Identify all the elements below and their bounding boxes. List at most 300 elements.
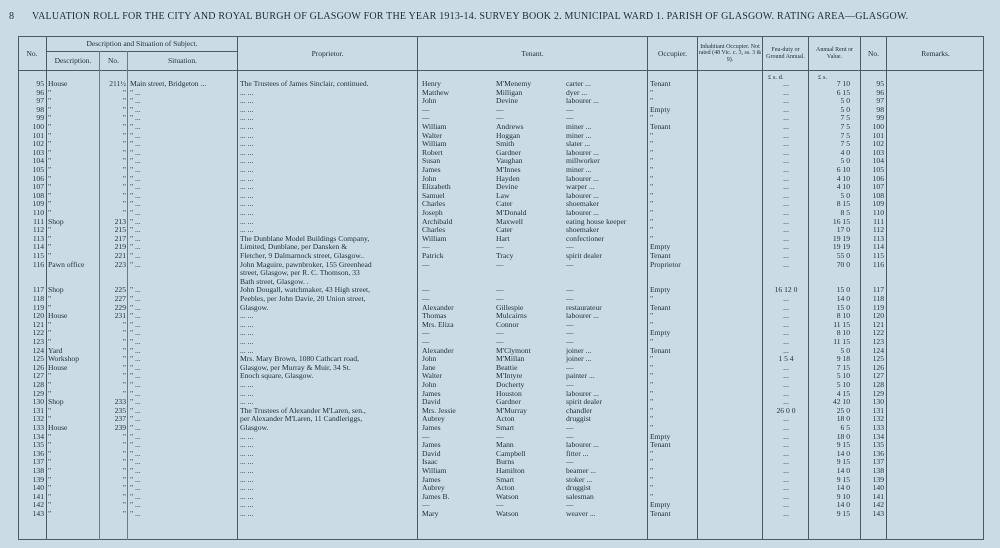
- street-number-cell: 233: [114, 398, 126, 407]
- annual-rent-cell: 15 0: [836, 286, 850, 295]
- feu-duty-cell: ...: [783, 226, 789, 235]
- situation-cell: " ...: [130, 424, 141, 432]
- tenant-occupation: —: [566, 432, 574, 441]
- description-cell: ": [48, 501, 52, 510]
- street-number-cell: ": [122, 157, 126, 166]
- row-number: 125: [32, 355, 44, 364]
- tenant-surname: Connor: [496, 320, 519, 329]
- annual-rent-cell: 8 10: [836, 312, 850, 321]
- annual-rent-cell: 55 0: [836, 252, 850, 260]
- tenant-occupation: spirit dealer: [566, 398, 603, 407]
- occupier-cell: ": [650, 424, 654, 432]
- occupier-cell: ": [650, 320, 654, 329]
- tenant-first-name: Joseph: [422, 209, 443, 217]
- annual-rent-cell: 4 10: [836, 174, 850, 183]
- rent-units: £ s.: [818, 74, 828, 81]
- occupier-cell: ": [650, 217, 654, 226]
- annual-rent-cell: 11 15: [833, 320, 850, 329]
- row-number-right: 106: [872, 174, 884, 183]
- tenant-surname: Devine: [496, 183, 518, 192]
- row-number-right: 110: [872, 209, 884, 217]
- annual-rent-cell: 5 0: [840, 191, 850, 200]
- table-row: [18, 175, 984, 184]
- row-number-right: 143: [872, 510, 884, 518]
- row-number-right: 96: [876, 88, 884, 97]
- tenant-surname: Burns: [496, 458, 515, 467]
- description-cell: ": [48, 372, 52, 381]
- annual-rent-cell: 16 15: [832, 217, 850, 226]
- table-row: [18, 261, 984, 270]
- annual-rent-cell: 11 15: [833, 338, 850, 346]
- proprietor-cell: ... ...: [240, 432, 254, 441]
- row-number: 115: [32, 252, 44, 260]
- row-number-right: 116: [872, 260, 884, 269]
- annual-rent-cell: 9 15: [836, 458, 850, 467]
- row-number: 111: [33, 217, 44, 226]
- street-number-cell: ": [122, 114, 126, 123]
- table-row: [18, 458, 984, 467]
- tenant-surname: Gardner: [496, 398, 521, 407]
- occupier-cell: Tenant: [650, 303, 671, 312]
- row-number: 102: [32, 140, 44, 149]
- annual-rent-cell: 70 0: [836, 260, 850, 269]
- row-number: 138: [32, 467, 44, 475]
- annual-rent-cell: 9 10: [836, 492, 850, 501]
- tenant-surname: Maxwell: [496, 217, 523, 226]
- occupier-cell: ": [650, 174, 654, 183]
- feu-duty-cell: ...: [783, 174, 789, 183]
- tenant-occupation: —: [566, 329, 574, 338]
- tenant-occupation: salesman: [566, 492, 594, 501]
- proprietor-cell: Enoch square, Glasgow.: [240, 372, 314, 381]
- tenant-occupation: —: [566, 501, 574, 510]
- occupier-cell: ": [650, 209, 654, 217]
- situation-cell: " ...: [130, 432, 141, 441]
- row-number-right: 129: [872, 389, 884, 398]
- situation-cell: " ...: [130, 114, 141, 123]
- table-row: [18, 467, 984, 476]
- occupier-cell: Tenant: [650, 346, 671, 355]
- tenant-surname: Hayden: [496, 174, 520, 183]
- occupier-cell: ": [650, 355, 654, 364]
- tenant-surname: Watson: [496, 510, 519, 518]
- tenant-first-name: Charles: [422, 200, 446, 209]
- proprietor-cell: Bath street, Glasgow. .: [240, 277, 309, 286]
- proprietor-cell: ... ...: [240, 157, 254, 166]
- situation-cell: " ...: [130, 475, 141, 484]
- street-number-cell: ": [122, 88, 126, 97]
- street-number-cell: ": [122, 166, 126, 174]
- tenant-first-name: —: [422, 286, 430, 295]
- occupier-cell: Proprietor: [650, 260, 681, 269]
- occupier-cell: ": [650, 449, 654, 458]
- feu-duty-cell: ...: [783, 97, 789, 106]
- proprietor-cell: ... ...: [240, 510, 254, 518]
- annual-rent-cell: 9 15: [836, 475, 850, 484]
- annual-rent-cell: 8 15: [836, 200, 850, 209]
- proprietor-cell: ... ...: [240, 174, 254, 183]
- table-row: [18, 269, 984, 278]
- table-row: [18, 278, 984, 287]
- table-row: [18, 355, 984, 364]
- occupier-cell: ": [650, 191, 654, 200]
- feu-duty-cell: ...: [783, 157, 789, 166]
- row-number: 135: [32, 441, 44, 450]
- row-number: 127: [32, 372, 44, 381]
- header-inhabitant: Inhabitant Occupier. Not rated (48 Vic. c. 3, ss. 3 & 9).: [698, 43, 762, 63]
- street-number-cell: ": [122, 475, 126, 484]
- feu-duty-cell: ...: [783, 148, 789, 157]
- tenant-occupation: slater ...: [566, 140, 591, 149]
- tenant-first-name: William: [422, 467, 447, 475]
- row-number-right: 131: [872, 406, 884, 415]
- tenant-occupation: —: [566, 114, 574, 123]
- tenant-surname: —: [496, 338, 504, 346]
- row-number-right: 101: [872, 131, 884, 140]
- feu-duty-cell: ...: [783, 303, 789, 312]
- tenant-occupation: —: [566, 381, 574, 389]
- occupier-cell: Empty: [650, 432, 671, 441]
- description-cell: ": [48, 105, 52, 114]
- table-row: [18, 476, 984, 485]
- feu-duty-cell: ...: [783, 372, 789, 381]
- tenant-first-name: —: [422, 501, 430, 510]
- row-number-right: 136: [872, 449, 884, 458]
- tenant-surname: —: [496, 329, 504, 338]
- annual-rent-cell: 8 5: [840, 209, 850, 217]
- row-number: 132: [32, 415, 44, 424]
- tenant-occupation: weaver ...: [566, 510, 596, 518]
- row-number-right: 98: [876, 105, 884, 114]
- street-number-cell: ": [122, 441, 126, 450]
- annual-rent-cell: 5 0: [840, 157, 850, 166]
- tenant-surname: Hamilton: [496, 467, 525, 475]
- occupier-cell: Empty: [650, 243, 671, 252]
- tenant-surname: —: [496, 295, 504, 303]
- street-number-cell: ": [122, 449, 126, 458]
- annual-rent-cell: 5 10: [836, 381, 850, 389]
- tenant-surname: M'Menemy: [496, 80, 532, 88]
- row-number: 116: [32, 260, 44, 269]
- row-number-right: 102: [872, 140, 884, 149]
- table-row: [18, 243, 984, 252]
- tenant-surname: Mann: [496, 441, 514, 450]
- street-number-cell: ": [122, 105, 126, 114]
- tenant-occupation: labourer ...: [566, 191, 599, 200]
- feu-duty-cell: ...: [783, 475, 789, 484]
- proprietor-cell: The Trustees of James Sinclair, continued.: [240, 80, 369, 88]
- feu-duty-cell: ...: [783, 88, 789, 97]
- description-cell: ": [48, 148, 52, 157]
- row-number-right: 108: [872, 191, 884, 200]
- tenant-first-name: Mary: [422, 510, 439, 518]
- annual-rent-cell: 17 0: [836, 226, 850, 235]
- situation-cell: " ...: [130, 191, 141, 200]
- row-number-right: 126: [872, 363, 884, 372]
- row-number: 109: [32, 200, 44, 209]
- tenant-surname: Vaughan: [496, 157, 523, 166]
- annual-rent-cell: 7 5: [840, 131, 850, 140]
- annual-rent-cell: 5 0: [840, 105, 850, 114]
- proprietor-cell: ... ...: [240, 398, 254, 407]
- tenant-occupation: —: [566, 105, 574, 114]
- annual-rent-cell: 19 19: [832, 234, 850, 243]
- occupier-cell: ": [650, 140, 654, 149]
- feu-duty-cell: ...: [783, 320, 789, 329]
- annual-rent-cell: 9 15: [836, 510, 850, 518]
- street-number-cell: ": [122, 200, 126, 209]
- description-cell: ": [48, 88, 52, 97]
- row-number: 114: [32, 243, 44, 252]
- situation-cell: Main street, Bridgeton ...: [130, 80, 207, 88]
- table-row: [18, 97, 984, 106]
- row-number: 98: [36, 105, 44, 114]
- street-number-cell: ": [122, 329, 126, 338]
- street-number-cell: ": [122, 131, 126, 140]
- row-number-right: 111: [873, 217, 884, 226]
- situation-cell: " ...: [130, 209, 141, 217]
- feu-duty-cell: ...: [783, 441, 789, 450]
- situation-cell: " ...: [130, 295, 141, 303]
- tenant-first-name: —: [422, 260, 430, 269]
- annual-rent-cell: 8 10: [836, 329, 850, 338]
- description-cell: ": [48, 166, 52, 174]
- feu-duty-cell: ...: [783, 363, 789, 372]
- table-row: [18, 338, 984, 347]
- row-number-right: 120: [872, 312, 884, 321]
- page-number: 8: [9, 11, 15, 22]
- proprietor-cell: Mrs. Mary Brown, 1080 Cathcart road,: [240, 355, 359, 364]
- row-number: 123: [32, 338, 44, 346]
- street-number-cell: ": [122, 346, 126, 355]
- tenant-occupation: labourer ...: [566, 441, 599, 450]
- header-desc-group: Description and Situation of Subject.: [86, 39, 198, 48]
- situation-cell: " ...: [130, 338, 141, 346]
- description-cell: ": [48, 484, 52, 493]
- row-number: 101: [32, 131, 44, 140]
- tenant-surname: Campbell: [496, 449, 526, 458]
- tenant-first-name: —: [422, 432, 430, 441]
- annual-rent-cell: 5 0: [840, 346, 850, 355]
- proprietor-cell: ... ...: [240, 217, 254, 226]
- row-number: 131: [32, 406, 44, 415]
- description-cell: ": [48, 140, 52, 149]
- tenant-occupation: painter ...: [566, 372, 595, 381]
- description-cell: ": [48, 329, 52, 338]
- table-row: [18, 157, 984, 166]
- tenant-first-name: Alexander: [422, 303, 454, 312]
- header-tenant: Tenant.: [521, 48, 544, 58]
- row-number-right: 115: [872, 252, 884, 260]
- annual-rent-cell: 7 5: [840, 140, 850, 149]
- row-number: 117: [32, 286, 44, 295]
- feu-duty-cell: ...: [783, 105, 789, 114]
- tenant-surname: Acton: [496, 484, 515, 493]
- proprietor-cell: Fletcher, 9 Dalmarnock street, Glasgow..: [240, 252, 365, 260]
- tenant-first-name: Mrs. Eliza: [422, 320, 454, 329]
- occupier-cell: ": [650, 492, 654, 501]
- row-number: 119: [32, 303, 44, 312]
- tenant-surname: Smart: [496, 475, 515, 484]
- tenant-surname: —: [496, 243, 504, 252]
- occupier-cell: ": [650, 295, 654, 303]
- situation-cell: " ...: [130, 226, 141, 235]
- row-number-right: 119: [872, 303, 884, 312]
- table-row: [18, 329, 984, 338]
- tenant-occupation: dyer ...: [566, 88, 588, 97]
- row-number-right: 138: [872, 467, 884, 475]
- proprietor-cell: ... ...: [240, 449, 254, 458]
- row-number-right: 114: [872, 243, 884, 252]
- proprietor-cell: ... ...: [240, 166, 254, 174]
- proprietor-cell: ... ...: [240, 381, 254, 389]
- tenant-first-name: Archibald: [422, 217, 453, 226]
- street-number-cell: ": [122, 389, 126, 398]
- table-row: [18, 209, 984, 218]
- table-row: [18, 235, 984, 244]
- row-number-right: 135: [872, 441, 884, 450]
- tenant-occupation: millworker: [566, 157, 600, 166]
- tenant-occupation: miner ...: [566, 131, 592, 140]
- tenant-occupation: warper ...: [566, 183, 595, 192]
- street-number-cell: ": [122, 510, 126, 518]
- row-number: 103: [32, 148, 44, 157]
- row-number-right: 112: [872, 226, 884, 235]
- proprietor-cell: John Maguire, pawnbroker, 155 Greenhead: [240, 260, 372, 269]
- tenant-surname: —: [496, 501, 504, 510]
- tenant-first-name: Mrs. Jessie: [422, 406, 456, 415]
- situation-cell: " ...: [130, 217, 141, 226]
- street-number-cell: ": [122, 191, 126, 200]
- table-row: [18, 106, 984, 115]
- occupier-cell: ": [650, 200, 654, 209]
- tenant-surname: —: [496, 286, 504, 295]
- table-row: [18, 424, 984, 433]
- feu-duty-cell: ...: [783, 389, 789, 398]
- tenant-first-name: James: [422, 389, 441, 398]
- tenant-surname: M'Donald: [496, 209, 527, 217]
- row-number: 96: [36, 88, 44, 97]
- occupier-cell: ": [650, 166, 654, 174]
- street-number-cell: ": [122, 432, 126, 441]
- table-row: [18, 321, 984, 330]
- feu-duty-cell: ...: [783, 415, 789, 424]
- street-number-cell: ": [122, 501, 126, 510]
- table-row: [18, 295, 984, 304]
- feu-duty-cell: 1 5 4: [778, 355, 794, 364]
- tenant-surname: Hart: [496, 234, 510, 243]
- feu-duty-cell: ...: [783, 200, 789, 209]
- row-number: 97: [36, 97, 44, 106]
- proprietor-cell: Glasgow.: [240, 424, 269, 432]
- row-number-right: 103: [872, 148, 884, 157]
- feu-duty-cell: ...: [783, 484, 789, 493]
- table-row: [18, 140, 984, 149]
- description-cell: ": [48, 183, 52, 192]
- row-number-right: 125: [872, 355, 884, 364]
- proprietor-cell: street, Glasgow, per R. C. Thomson, 33: [240, 269, 360, 278]
- tenant-occupation: miner ...: [566, 166, 592, 174]
- street-number-cell: 227: [114, 295, 126, 303]
- feu-duty-cell: ...: [783, 467, 789, 475]
- row-number: 140: [32, 484, 44, 493]
- occupier-cell: ": [650, 458, 654, 467]
- tenant-first-name: Aubrey: [422, 484, 445, 493]
- occupier-cell: ": [650, 389, 654, 398]
- tenant-first-name: Susan: [422, 157, 441, 166]
- table-row: [18, 390, 984, 399]
- annual-rent-cell: 5 0: [840, 97, 850, 106]
- proprietor-cell: ... ...: [240, 191, 254, 200]
- proprietor-cell: ... ...: [240, 140, 254, 149]
- table-row: [18, 407, 984, 416]
- description-cell: ": [48, 97, 52, 106]
- description-cell: ": [48, 157, 52, 166]
- table-row: [18, 149, 984, 158]
- annual-rent-cell: 7 5: [840, 123, 850, 131]
- feu-units: £ s. d.: [768, 74, 784, 81]
- street-number-cell: 229: [114, 303, 126, 312]
- annual-rent-cell: 19 19: [832, 243, 850, 252]
- occupier-cell: Empty: [650, 501, 671, 510]
- tenant-surname: —: [496, 105, 504, 114]
- tenant-occupation: stoker ...: [566, 475, 593, 484]
- proprietor-cell: Glasgow.: [240, 303, 269, 312]
- description-cell: ": [48, 174, 52, 183]
- row-number: 95: [36, 80, 44, 88]
- tenant-first-name: James: [422, 424, 441, 432]
- annual-rent-cell: 14 0: [836, 501, 850, 510]
- description-cell: House: [48, 424, 68, 432]
- occupier-cell: ": [650, 148, 654, 157]
- street-number-cell: 217: [114, 234, 126, 243]
- row-number: 128: [32, 381, 44, 389]
- situation-cell: " ...: [130, 467, 141, 475]
- row-number-right: 127: [872, 372, 884, 381]
- row-number-right: 118: [872, 295, 884, 303]
- proprietor-cell: Limited, Dunblane, per Dansken &: [240, 243, 348, 252]
- feu-duty-cell: ...: [783, 432, 789, 441]
- table-row: [18, 510, 984, 519]
- description-cell: Shop: [48, 286, 64, 295]
- situation-cell: " ...: [130, 88, 141, 97]
- table-row: [18, 218, 984, 227]
- street-number-cell: ": [122, 148, 126, 157]
- tenant-occupation: labourer ...: [566, 209, 599, 217]
- row-number-right: 137: [872, 458, 884, 467]
- proprietor-cell: ... ...: [240, 441, 254, 450]
- tenant-occupation: —: [566, 458, 574, 467]
- tenant-occupation: restaurateur: [566, 303, 602, 312]
- tenant-first-name: David: [422, 449, 441, 458]
- table-row: [18, 501, 984, 510]
- description-cell: Shop: [48, 398, 64, 407]
- annual-rent-cell: 14 0: [836, 449, 850, 458]
- tenant-occupation: confectioner: [566, 234, 604, 243]
- table-row: [18, 364, 984, 373]
- row-number-right: 99: [876, 114, 884, 123]
- table-row: [18, 200, 984, 209]
- tenant-occupation: druggist: [566, 415, 591, 424]
- situation-cell: " ...: [130, 252, 141, 260]
- street-number-cell: 239: [114, 424, 126, 432]
- description-cell: ": [48, 458, 52, 467]
- description-cell: Pawn office: [48, 260, 85, 269]
- header-no: No.: [26, 48, 38, 58]
- street-number-cell: ": [122, 372, 126, 381]
- situation-cell: " ...: [130, 157, 141, 166]
- tenant-surname: —: [496, 260, 504, 269]
